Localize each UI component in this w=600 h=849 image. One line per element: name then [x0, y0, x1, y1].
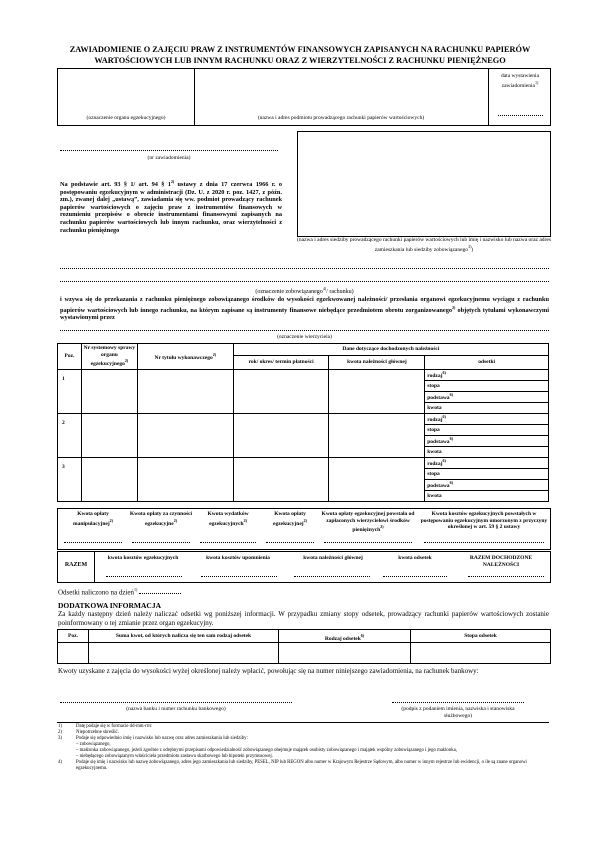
- legal-sup: 2): [170, 179, 175, 184]
- fee-sup: 2): [109, 517, 113, 523]
- fee-field-5[interactable]: [424, 542, 544, 543]
- date-label-text: data wystawienia zawiadomienia: [500, 73, 540, 89]
- fee-label-text: Kwota kosztów egzekucyjnych powstałych w postępowaniu egzekucyjnym umorzonym z przyczyny określonej w art. 59 § 2 ustawy: [420, 511, 548, 530]
- dod-col-rodzaj: [279, 633, 410, 642]
- main-table: [57, 343, 549, 502]
- wierzyciel-label: (oznaczenie wierzyciela): [277, 334, 332, 340]
- cell-rok[interactable]: [233, 414, 329, 458]
- odsetki-kwota[interactable]: [425, 403, 549, 414]
- footnote-number: 1): [58, 724, 62, 729]
- odsetki-rodzaj[interactable]: [425, 458, 549, 469]
- call-text: [60, 296, 549, 322]
- footnote-text: – małżonka zobowiązanego, jeżeli zgodnie z odrębnymi przepisami odpowiedzialność zobowiązanego obejmuje majątek osobisty zobowiązanego i majątek wspólny zobowiązanego i jego małżonka,: [76, 748, 457, 753]
- zobowiazany-sup: 4): [322, 286, 327, 291]
- odsetki-sup: 6): [449, 436, 453, 442]
- odsetki-label: kwota: [427, 404, 442, 411]
- odsetki-label: stopa: [427, 426, 440, 433]
- legal-text: [60, 178, 282, 234]
- odsetki-stopa[interactable]: [425, 425, 549, 436]
- fee-sup: 2): [303, 517, 307, 523]
- fee-sup: 2): [380, 524, 384, 529]
- signature-field[interactable]: [392, 702, 524, 703]
- header-box: [57, 68, 551, 126]
- dod-col-suma: Suma kwot, od których nalicza się ten sam rodzaj odsetek: [115, 633, 252, 639]
- wierzyciel-line[interactable]: [60, 330, 549, 331]
- zobowiazany-label: [60, 285, 549, 297]
- call-text-a: i wzywa się do przekazania z rachunku pieniężnego zobowiązanego środków do wysokości egzekwowanej należności/ przesłania organowi egzekucyjnemu wyciągu z rachunku papierów wartościowych lub innego rachunku, na którym zapisane są instrumenty finansowe niebędące przedmiotem obrotu zorganizowanego: [60, 296, 549, 314]
- odsetki-kwota[interactable]: [425, 447, 549, 458]
- razem-field-0[interactable]: [106, 576, 182, 577]
- footnote-text: Podaje się imię i nazwisko lub nazwę zobowiązanego, adres jego zamieszkania lub siedziby, PESEL, NIP lub REGON albo numer w Krajowym Rejestrze Sądowym, albo numer w innym rejestrze lub ewidencji, o ile są znane organowi egzekucyjnemu.: [76, 760, 527, 771]
- fee-label-3: [262, 511, 318, 527]
- signature-label: (podpis z podaniem imienia, nazwiska i stanowiska służbowego): [401, 706, 515, 719]
- col-poz: Poz.: [58, 344, 82, 370]
- zobowiazany-label-end: / rachunku): [326, 289, 354, 295]
- date-field[interactable]: [498, 115, 543, 116]
- footnotes: [58, 724, 549, 772]
- col-rok: rok/ okres/ termin płatności: [233, 356, 329, 370]
- recipient-label-end: ): [471, 246, 474, 253]
- cell-kwota[interactable]: [329, 414, 425, 458]
- fee-field-1[interactable]: [132, 542, 190, 543]
- razem-field-total[interactable]: [468, 576, 544, 577]
- recipient-sup: 3): [468, 243, 472, 249]
- odsetki-label: stopa: [427, 382, 440, 389]
- fee-label-1: [128, 511, 194, 527]
- footnote-number: 3): [58, 736, 62, 741]
- col-nr-text: Nr systemowy sprawy organu egzekucyjnego: [83, 345, 136, 368]
- row-number: 2: [58, 414, 82, 458]
- zobowiazany-line-1[interactable]: [60, 268, 549, 269]
- fee-sup: 2): [243, 517, 247, 523]
- main-table-body: [58, 370, 549, 502]
- odsetki-na-dzien-field[interactable]: [139, 593, 181, 594]
- odsetki-podstawa[interactable]: [425, 436, 549, 447]
- legal-text-b: ustawy z dnia 17 czerwca 1966 r. o postępowaniu egzekucyjnym w administracji (Dz. U. z 2020 r. poz. 1427, z późn. zm.), zwanej dalej „ustawą”, zawiadamia się ww. podmiot prowadzący rachunek papierów wartościowych o zajęciu praw z instrumentów finansowych w rozumieniu przepisów o obrocie instrumentami finansowymi zapisanych na rachunku papierów wartościowych lub innym rachunku, oraz wierzytelności z rachunku pieniężnego: [60, 181, 282, 234]
- odsetki-label: stopa: [427, 470, 440, 477]
- cell-kwota[interactable]: [329, 458, 425, 502]
- footnotes-separator: [57, 722, 549, 723]
- col-tytul-sup: 2): [212, 351, 217, 357]
- podmiot-label: (nazwa i adres podmiotu prowadzącego rachunki papierów wartościowych): [257, 115, 425, 121]
- fee-field-0[interactable]: [64, 542, 122, 543]
- fee-label-text: Kwota opłaty za czynności egzekucyjne: [129, 511, 193, 527]
- footnote-number: 4): [58, 760, 62, 765]
- footnote-text: – niebędącego zobowiązanym właściciela przedmiotu zastawu skarbowego lub hipoteki przymusowej.: [76, 754, 273, 759]
- cell-tytul[interactable]: [137, 370, 233, 414]
- dod-col-rodzaj-text: Rodzaj odsetek: [324, 635, 361, 642]
- razem-box: [57, 551, 551, 583]
- odsetki-label: rodzaj: [427, 373, 443, 380]
- table-row: [58, 370, 549, 381]
- zobowiazany-line-2[interactable]: [60, 281, 549, 282]
- col-nr-systemowy: [81, 344, 137, 370]
- dodatkowa-heading: DODATKOWA INFORMACJA: [58, 601, 161, 610]
- fee-label-4: [320, 511, 416, 533]
- razem-total: RAZEM DOCHODZONE NALEŻNOŚCI: [469, 555, 533, 568]
- dod-col-stopa: Stopa odsetek: [464, 633, 497, 639]
- odsetki-label: rodzaj: [427, 461, 443, 468]
- fee-field-2[interactable]: [200, 542, 256, 543]
- odsetki-sup: 6): [442, 370, 446, 376]
- cell-nr[interactable]: [81, 458, 137, 502]
- odsetki-label: podstawa: [427, 483, 450, 490]
- fee-label-5: [420, 511, 548, 531]
- legal-text-a: Na podstawie art. 93 § 1/ art. 94 § 1: [60, 181, 171, 189]
- table-row: [58, 414, 549, 425]
- odsetki-sup: 6): [442, 414, 446, 420]
- footnote-text: Datę podaje się w formacie dd-mm-rrrr.: [76, 724, 153, 729]
- dod-col-poz: Poz.: [68, 633, 78, 639]
- bank-field[interactable]: [60, 702, 292, 703]
- cell-nr[interactable]: [81, 414, 137, 458]
- dodatkowa-text: Za każdy następny dzień należy naliczać odsetki wg poniższej informacji. W przypadku zmiany stopy odsetek, prowadzący rachunki papierów wartościowych zostanie poinformowany o tej zmianie przez organ egzekucyjny.: [58, 610, 549, 627]
- razem-col-2: kwota należności głównej: [303, 555, 363, 561]
- fee-label-0: [60, 511, 126, 527]
- nr-zawiadomienia-field[interactable]: [60, 150, 278, 151]
- dod-col-rodzaj-sup: 6): [360, 633, 365, 638]
- razem-field-3[interactable]: [383, 576, 447, 577]
- odsetki-label: kwota: [427, 448, 442, 455]
- payment-text: Kwoty uzyskane z zajęcia do wysokości wyżej określonej należy wpłacić, powołując się na numer niniejszego zawiadomienia, na rachunek bankowy:: [58, 667, 479, 675]
- odsetki-kwota[interactable]: [425, 491, 549, 502]
- date-label: [491, 73, 549, 89]
- odsetki-na-dzien-sup: 1): [134, 587, 138, 592]
- col-tytul-text: Nr tytułu wykonawczego: [154, 354, 213, 361]
- fee-label-text: Kwota opłaty egzekucyjnej powstała od zapłaconych wierzycielowi środków pieniężnych: [321, 511, 415, 533]
- cell-rok[interactable]: [233, 458, 329, 502]
- razem-field-2[interactable]: [294, 576, 370, 577]
- cell-kwota[interactable]: [329, 370, 425, 414]
- table-row: [58, 458, 549, 469]
- odsetki-rodzaj[interactable]: [425, 370, 549, 381]
- call-sup: 2): [452, 304, 456, 310]
- cell-nr[interactable]: [81, 370, 137, 414]
- col-kwota: kwota należności głównej: [329, 356, 425, 370]
- dodatkowa-table: [57, 629, 551, 664]
- footnote-text: – zobowiązanego,: [76, 742, 111, 747]
- razem-field-1[interactable]: [201, 576, 277, 577]
- fee-label-text: Kwota wydatków egzekucyjnych: [207, 511, 249, 527]
- fee-field-3[interactable]: [266, 542, 314, 543]
- date-sup: 1): [534, 79, 539, 85]
- zobowiazany-label-text: (oznaczenie zobowiązanego: [255, 289, 323, 295]
- odsetki-sup: 6): [449, 392, 453, 398]
- fee-sup: 2): [173, 517, 178, 523]
- odsetki-na-dzien-text: Odsetki naliczono na dzień: [58, 588, 135, 597]
- col-dane: Dane dotyczące dochodzonych należności: [233, 344, 548, 356]
- razem-label: RAZEM: [64, 562, 88, 568]
- recipient-box[interactable]: [297, 131, 551, 237]
- fee-label-text: Kwota opłaty egzekucyjnej: [273, 511, 306, 527]
- page-title: ZAWIADOMIENIE O ZAJĘCIU PRAW Z INSTRUMENTÓW FINANSOWYCH ZAPISANYCH NA RACHUNKU PAPIERÓW WARTOŚCIOWYCH LUB INNYM RACHUNKU ORAZ Z WIERZYTELNOŚCI Z RACHUNKU PIENIĘŻNEGO: [69, 45, 531, 65]
- bank-label: (nazwa banku i numer rachunku bankowego): [126, 706, 226, 712]
- odsetki-label: podstawa: [427, 395, 450, 402]
- odsetki-label: kwota: [427, 492, 442, 499]
- recipient-label-text: (nazwa i adres siedziby prowadzącego rachunki papierów wartościowych lub imię i nazwisko lub nazwa oraz adres zamieszkania lub siedziby zobowiązanego: [297, 237, 551, 253]
- cell-tytul[interactable]: [137, 458, 233, 502]
- row-number: 1: [58, 370, 82, 414]
- organ-label: (oznaczenie organu egzekucyjnego): [86, 115, 166, 121]
- footnote: [58, 760, 549, 772]
- odsetki-stopa[interactable]: [425, 381, 549, 392]
- footnote-text: Podaje się odpowiednio imię i nazwisko lub nazwę oraz adres zamieszkania lub siedziby:: [76, 736, 248, 741]
- footnote-number: 2): [58, 730, 62, 735]
- razem-col-1: kwota kosztów upomnienia: [206, 555, 270, 561]
- col-odsetki: odsetki: [425, 356, 549, 370]
- odsetki-stopa[interactable]: [425, 469, 549, 480]
- nr-zawiadomienia-label: (nr zawiadomienia): [147, 155, 191, 161]
- razem-col-0: kwota kosztów egzekucyjnych: [107, 555, 179, 561]
- col-tytul: [137, 344, 233, 370]
- row-number: 3: [58, 458, 82, 502]
- odsetki-podstawa[interactable]: [425, 480, 549, 491]
- fee-label-text: Kwota opłaty manipulacyjnej: [72, 511, 110, 527]
- odsetki-podstawa[interactable]: [425, 392, 549, 403]
- cell-tytul[interactable]: [137, 414, 233, 458]
- odsetki-sup: 6): [442, 458, 446, 464]
- odsetki-label: rodzaj: [427, 417, 443, 424]
- call-text-b: objętych tytułami wykonawczymi wystawionymi przez: [60, 306, 549, 322]
- odsetki-rodzaj[interactable]: [425, 414, 549, 425]
- odsetki-sup: 6): [449, 480, 453, 486]
- col-nr-sup: 2): [124, 358, 129, 364]
- odsetki-na-dzien: [58, 586, 181, 597]
- fee-label-2: [196, 511, 260, 527]
- odsetki-label: podstawa: [427, 439, 450, 446]
- fee-field-4[interactable]: [324, 542, 412, 543]
- razem-col-3: kwota odsetek: [398, 555, 432, 561]
- recipient-label: [297, 237, 551, 253]
- cell-rok[interactable]: [233, 370, 329, 414]
- footnote-text: Niepotrzebne skreślić.: [76, 730, 119, 735]
